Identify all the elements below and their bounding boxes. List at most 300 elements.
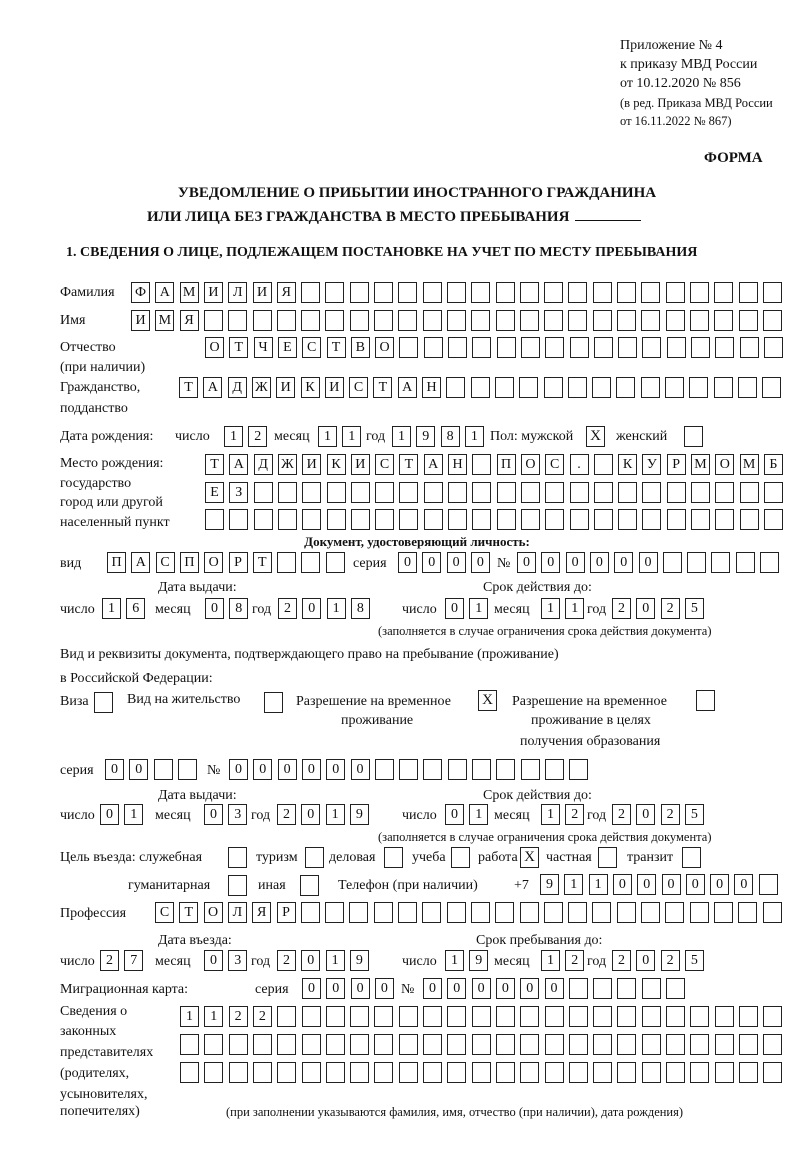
char-cell[interactable]: [351, 509, 370, 530]
char-cell[interactable]: 1: [342, 426, 361, 447]
char-cell[interactable]: [739, 282, 758, 303]
char-cell[interactable]: 9: [350, 804, 369, 825]
char-cell[interactable]: [763, 1062, 782, 1083]
char-cell[interactable]: [764, 337, 783, 358]
char-cell[interactable]: [519, 377, 538, 398]
char-cell[interactable]: [229, 1062, 248, 1083]
char-cell[interactable]: [617, 1034, 636, 1055]
char-cell[interactable]: 0: [398, 552, 417, 573]
char-cell[interactable]: [496, 282, 515, 303]
char-cell[interactable]: [399, 1062, 418, 1083]
char-cell[interactable]: [496, 310, 515, 331]
char-cell[interactable]: 1: [180, 1006, 199, 1027]
char-cell[interactable]: [471, 902, 490, 923]
char-cell[interactable]: [424, 482, 443, 503]
char-cell[interactable]: [570, 482, 589, 503]
char-cell[interactable]: 0: [100, 804, 119, 825]
char-cell[interactable]: [690, 1062, 709, 1083]
char-cell[interactable]: [715, 509, 734, 530]
char-cell[interactable]: [642, 978, 661, 999]
char-cell[interactable]: [642, 337, 661, 358]
char-cell[interactable]: 0: [472, 978, 491, 999]
char-cell[interactable]: [545, 1062, 564, 1083]
char-cell[interactable]: 0: [204, 950, 223, 971]
char-cell[interactable]: 0: [422, 552, 441, 573]
char-cell[interactable]: [617, 310, 636, 331]
char-cell[interactable]: 1: [541, 598, 560, 619]
char-cell[interactable]: [642, 1006, 661, 1027]
char-cell[interactable]: О: [204, 552, 223, 573]
char-cell[interactable]: [617, 1006, 636, 1027]
char-cell[interactable]: [496, 1062, 515, 1083]
char-cell[interactable]: 0: [205, 598, 224, 619]
char-cell[interactable]: [687, 552, 706, 573]
char-cell[interactable]: [594, 509, 613, 530]
char-cell[interactable]: [690, 1034, 709, 1055]
char-cell[interactable]: [593, 1006, 612, 1027]
char-cell[interactable]: 2: [248, 426, 267, 447]
char-cell[interactable]: [277, 1006, 296, 1027]
char-cell[interactable]: Д: [254, 454, 273, 475]
char-cell[interactable]: 9: [350, 950, 369, 971]
char-cell[interactable]: 0: [129, 759, 148, 780]
char-cell[interactable]: [690, 1006, 709, 1027]
char-cell[interactable]: [738, 902, 757, 923]
char-cell[interactable]: 0: [301, 804, 320, 825]
char-cell[interactable]: 0: [278, 759, 297, 780]
char-cell[interactable]: 0: [351, 978, 370, 999]
char-cell[interactable]: [302, 1034, 321, 1055]
char-cell[interactable]: [762, 377, 781, 398]
char-cell[interactable]: [253, 1062, 272, 1083]
char-cell[interactable]: 5: [685, 598, 704, 619]
char-cell[interactable]: [715, 1062, 734, 1083]
char-cell[interactable]: Я: [180, 310, 199, 331]
char-cell[interactable]: [711, 552, 730, 573]
char-cell[interactable]: [715, 1034, 734, 1055]
char-cell[interactable]: Ж: [252, 377, 271, 398]
char-cell[interactable]: 0: [423, 978, 442, 999]
char-cell[interactable]: [714, 310, 733, 331]
char-cell[interactable]: [544, 310, 563, 331]
char-cell[interactable]: [423, 1034, 442, 1055]
char-cell[interactable]: [593, 310, 612, 331]
char-cell[interactable]: [399, 509, 418, 530]
char-cell[interactable]: [374, 310, 393, 331]
char-cell[interactable]: 2: [612, 598, 631, 619]
char-cell[interactable]: [423, 1062, 442, 1083]
char-cell[interactable]: 6: [126, 598, 145, 619]
char-cell[interactable]: [448, 759, 467, 780]
visa-checkbox[interactable]: [94, 692, 113, 713]
char-cell[interactable]: 0: [637, 874, 656, 895]
char-cell[interactable]: [204, 1062, 223, 1083]
char-cell[interactable]: [375, 509, 394, 530]
char-cell[interactable]: [593, 282, 612, 303]
char-cell[interactable]: [641, 282, 660, 303]
char-cell[interactable]: [689, 377, 708, 398]
char-cell[interactable]: [350, 1006, 369, 1027]
char-cell[interactable]: [447, 310, 466, 331]
char-cell[interactable]: 2: [100, 950, 119, 971]
char-cell[interactable]: [375, 482, 394, 503]
char-cell[interactable]: [568, 377, 587, 398]
char-cell[interactable]: [594, 482, 613, 503]
char-cell[interactable]: [228, 310, 247, 331]
char-cell[interactable]: С: [349, 377, 368, 398]
char-cell[interactable]: [374, 282, 393, 303]
char-cell[interactable]: [496, 1006, 515, 1027]
char-cell[interactable]: 0: [614, 552, 633, 573]
char-cell[interactable]: [666, 310, 685, 331]
char-cell[interactable]: 0: [639, 552, 658, 573]
char-cell[interactable]: 8: [441, 426, 460, 447]
char-cell[interactable]: [277, 1062, 296, 1083]
char-cell[interactable]: 2: [277, 804, 296, 825]
char-cell[interactable]: 7: [124, 950, 143, 971]
char-cell[interactable]: 0: [520, 978, 539, 999]
char-cell[interactable]: 3: [228, 804, 247, 825]
char-cell[interactable]: 0: [301, 950, 320, 971]
char-cell[interactable]: [663, 552, 682, 573]
char-cell[interactable]: 0: [686, 874, 705, 895]
char-cell[interactable]: Н: [422, 377, 441, 398]
char-cell[interactable]: [496, 1034, 515, 1055]
char-cell[interactable]: [715, 337, 734, 358]
char-cell[interactable]: [495, 377, 514, 398]
char-cell[interactable]: [399, 1034, 418, 1055]
char-cell[interactable]: 1: [445, 950, 464, 971]
char-cell[interactable]: [641, 310, 660, 331]
char-cell[interactable]: Т: [205, 454, 224, 475]
char-cell[interactable]: 9: [540, 874, 559, 895]
char-cell[interactable]: [327, 509, 346, 530]
char-cell[interactable]: [326, 1062, 345, 1083]
char-cell[interactable]: [715, 1006, 734, 1027]
char-cell[interactable]: [666, 978, 685, 999]
char-cell[interactable]: 1: [589, 874, 608, 895]
char-cell[interactable]: Т: [399, 454, 418, 475]
char-cell[interactable]: [763, 310, 782, 331]
char-cell[interactable]: [325, 902, 344, 923]
char-cell[interactable]: [763, 1006, 782, 1027]
char-cell[interactable]: Д: [228, 377, 247, 398]
char-cell[interactable]: [617, 902, 636, 923]
char-cell[interactable]: .: [570, 454, 589, 475]
char-cell[interactable]: [350, 310, 369, 331]
char-cell[interactable]: О: [204, 902, 223, 923]
char-cell[interactable]: [738, 377, 757, 398]
char-cell[interactable]: [642, 509, 661, 530]
char-cell[interactable]: [641, 902, 660, 923]
char-cell[interactable]: [471, 377, 490, 398]
char-cell[interactable]: У: [642, 454, 661, 475]
char-cell[interactable]: [374, 902, 393, 923]
char-cell[interactable]: 1: [564, 874, 583, 895]
char-cell[interactable]: [521, 759, 540, 780]
char-cell[interactable]: И: [131, 310, 150, 331]
char-cell[interactable]: 1: [469, 598, 488, 619]
char-cell[interactable]: [423, 282, 442, 303]
char-cell[interactable]: 8: [229, 598, 248, 619]
char-cell[interactable]: 1: [204, 1006, 223, 1027]
char-cell[interactable]: 1: [318, 426, 337, 447]
char-cell[interactable]: [302, 1006, 321, 1027]
char-cell[interactable]: [447, 282, 466, 303]
char-cell[interactable]: [423, 310, 442, 331]
char-cell[interactable]: 0: [517, 552, 536, 573]
char-cell[interactable]: [423, 1006, 442, 1027]
char-cell[interactable]: [616, 377, 635, 398]
char-cell[interactable]: [764, 482, 783, 503]
purpose-study-checkbox[interactable]: [451, 847, 470, 868]
char-cell[interactable]: 1: [565, 598, 584, 619]
char-cell[interactable]: [496, 759, 515, 780]
char-cell[interactable]: 0: [662, 874, 681, 895]
char-cell[interactable]: З: [229, 482, 248, 503]
char-cell[interactable]: [739, 1034, 758, 1055]
char-cell[interactable]: [302, 482, 321, 503]
char-cell[interactable]: [253, 310, 272, 331]
purpose-work-checkbox[interactable]: X: [520, 847, 539, 868]
char-cell[interactable]: [667, 482, 686, 503]
char-cell[interactable]: П: [497, 454, 516, 475]
char-cell[interactable]: 2: [253, 1006, 272, 1027]
purpose-humanitarian-checkbox[interactable]: [228, 875, 247, 896]
char-cell[interactable]: И: [276, 377, 295, 398]
char-cell[interactable]: [641, 377, 660, 398]
char-cell[interactable]: 1: [102, 598, 121, 619]
char-cell[interactable]: 1: [326, 804, 345, 825]
char-cell[interactable]: Ж: [278, 454, 297, 475]
char-cell[interactable]: [690, 902, 709, 923]
char-cell[interactable]: [349, 902, 368, 923]
char-cell[interactable]: 0: [105, 759, 124, 780]
char-cell[interactable]: 0: [636, 804, 655, 825]
char-cell[interactable]: 0: [447, 552, 466, 573]
char-cell[interactable]: И: [351, 454, 370, 475]
char-cell[interactable]: А: [203, 377, 222, 398]
char-cell[interactable]: [691, 509, 710, 530]
char-cell[interactable]: [666, 1006, 685, 1027]
char-cell[interactable]: Ф: [131, 282, 150, 303]
char-cell[interactable]: [399, 482, 418, 503]
char-cell[interactable]: [351, 482, 370, 503]
char-cell[interactable]: 2: [661, 804, 680, 825]
char-cell[interactable]: П: [107, 552, 126, 573]
char-cell[interactable]: Р: [667, 454, 686, 475]
purpose-private-checkbox[interactable]: [598, 847, 617, 868]
char-cell[interactable]: [178, 759, 197, 780]
char-cell[interactable]: 1: [541, 804, 560, 825]
char-cell[interactable]: 0: [375, 978, 394, 999]
char-cell[interactable]: Т: [179, 902, 198, 923]
char-cell[interactable]: Р: [229, 552, 248, 573]
char-cell[interactable]: 5: [685, 950, 704, 971]
purpose-service-checkbox[interactable]: [228, 847, 247, 868]
char-cell[interactable]: О: [521, 454, 540, 475]
char-cell[interactable]: А: [398, 377, 417, 398]
char-cell[interactable]: [714, 902, 733, 923]
char-cell[interactable]: Я: [252, 902, 271, 923]
char-cell[interactable]: [472, 454, 491, 475]
char-cell[interactable]: [448, 337, 467, 358]
char-cell[interactable]: [399, 1006, 418, 1027]
char-cell[interactable]: 0: [545, 978, 564, 999]
char-cell[interactable]: [667, 509, 686, 530]
char-cell[interactable]: [399, 337, 418, 358]
char-cell[interactable]: А: [424, 454, 443, 475]
char-cell[interactable]: 0: [471, 552, 490, 573]
residence-permit-checkbox[interactable]: [264, 692, 283, 713]
char-cell[interactable]: [520, 1006, 539, 1027]
char-cell[interactable]: [326, 1034, 345, 1055]
char-cell[interactable]: [568, 310, 587, 331]
sex-female-checkbox[interactable]: [684, 426, 703, 447]
char-cell[interactable]: 0: [613, 874, 632, 895]
char-cell[interactable]: [350, 1062, 369, 1083]
char-cell[interactable]: [667, 337, 686, 358]
char-cell[interactable]: [618, 337, 637, 358]
char-cell[interactable]: [642, 482, 661, 503]
char-cell[interactable]: [229, 1034, 248, 1055]
char-cell[interactable]: Т: [253, 552, 272, 573]
char-cell[interactable]: 0: [496, 978, 515, 999]
char-cell[interactable]: [740, 482, 759, 503]
char-cell[interactable]: [399, 759, 418, 780]
char-cell[interactable]: [545, 509, 564, 530]
char-cell[interactable]: [570, 509, 589, 530]
char-cell[interactable]: О: [375, 337, 394, 358]
char-cell[interactable]: С: [302, 337, 321, 358]
sex-male-checkbox[interactable]: X: [586, 426, 605, 447]
char-cell[interactable]: 0: [326, 978, 345, 999]
char-cell[interactable]: [301, 902, 320, 923]
char-cell[interactable]: [618, 509, 637, 530]
char-cell[interactable]: [447, 1062, 466, 1083]
char-cell[interactable]: [253, 1034, 272, 1055]
char-cell[interactable]: Е: [278, 337, 297, 358]
char-cell[interactable]: 0: [636, 598, 655, 619]
char-cell[interactable]: [593, 1062, 612, 1083]
char-cell[interactable]: [447, 1006, 466, 1027]
purpose-business-checkbox[interactable]: [384, 847, 403, 868]
char-cell[interactable]: [471, 282, 490, 303]
char-cell[interactable]: [759, 874, 778, 895]
char-cell[interactable]: [472, 337, 491, 358]
char-cell[interactable]: 0: [302, 978, 321, 999]
char-cell[interactable]: 0: [566, 552, 585, 573]
char-cell[interactable]: [325, 310, 344, 331]
char-cell[interactable]: [592, 902, 611, 923]
char-cell[interactable]: [739, 310, 758, 331]
char-cell[interactable]: 9: [469, 950, 488, 971]
char-cell[interactable]: [325, 282, 344, 303]
char-cell[interactable]: [666, 1062, 685, 1083]
char-cell[interactable]: [666, 1034, 685, 1055]
char-cell[interactable]: [642, 1062, 661, 1083]
char-cell[interactable]: 2: [612, 804, 631, 825]
char-cell[interactable]: [326, 1006, 345, 1027]
char-cell[interactable]: [569, 1006, 588, 1027]
char-cell[interactable]: 8: [351, 598, 370, 619]
char-cell[interactable]: [497, 509, 516, 530]
char-cell[interactable]: [277, 1034, 296, 1055]
char-cell[interactable]: [521, 337, 540, 358]
char-cell[interactable]: [520, 1062, 539, 1083]
char-cell[interactable]: [205, 509, 224, 530]
char-cell[interactable]: С: [545, 454, 564, 475]
char-cell[interactable]: [740, 337, 759, 358]
char-cell[interactable]: [204, 310, 223, 331]
char-cell[interactable]: [422, 902, 441, 923]
char-cell[interactable]: И: [253, 282, 272, 303]
char-cell[interactable]: Л: [228, 902, 247, 923]
char-cell[interactable]: [690, 282, 709, 303]
char-cell[interactable]: [472, 759, 491, 780]
char-cell[interactable]: [448, 509, 467, 530]
char-cell[interactable]: [471, 310, 490, 331]
char-cell[interactable]: [691, 337, 710, 358]
char-cell[interactable]: [739, 1062, 758, 1083]
char-cell[interactable]: Т: [229, 337, 248, 358]
char-cell[interactable]: [544, 377, 563, 398]
char-cell[interactable]: [594, 337, 613, 358]
char-cell[interactable]: [301, 552, 320, 573]
char-cell[interactable]: [472, 1034, 491, 1055]
char-cell[interactable]: 0: [326, 759, 345, 780]
char-cell[interactable]: К: [327, 454, 346, 475]
char-cell[interactable]: [545, 337, 564, 358]
char-cell[interactable]: [472, 1062, 491, 1083]
char-cell[interactable]: М: [740, 454, 759, 475]
char-cell[interactable]: 1: [469, 804, 488, 825]
char-cell[interactable]: И: [302, 454, 321, 475]
char-cell[interactable]: [302, 509, 321, 530]
char-cell[interactable]: 9: [416, 426, 435, 447]
char-cell[interactable]: Я: [277, 282, 296, 303]
purpose-transit-checkbox[interactable]: [682, 847, 701, 868]
char-cell[interactable]: [424, 337, 443, 358]
char-cell[interactable]: Т: [179, 377, 198, 398]
char-cell[interactable]: 1: [326, 950, 345, 971]
char-cell[interactable]: А: [155, 282, 174, 303]
char-cell[interactable]: 2: [229, 1006, 248, 1027]
char-cell[interactable]: 0: [734, 874, 753, 895]
char-cell[interactable]: Р: [277, 902, 296, 923]
char-cell[interactable]: [569, 1034, 588, 1055]
char-cell[interactable]: [715, 482, 734, 503]
char-cell[interactable]: М: [155, 310, 174, 331]
char-cell[interactable]: 0: [636, 950, 655, 971]
char-cell[interactable]: 2: [565, 804, 584, 825]
char-cell[interactable]: 0: [445, 598, 464, 619]
char-cell[interactable]: 5: [685, 804, 704, 825]
char-cell[interactable]: [763, 282, 782, 303]
char-cell[interactable]: [398, 902, 417, 923]
char-cell[interactable]: [665, 377, 684, 398]
char-cell[interactable]: [736, 552, 755, 573]
temp-permit-checkbox[interactable]: X: [478, 690, 497, 711]
char-cell[interactable]: [592, 377, 611, 398]
char-cell[interactable]: С: [375, 454, 394, 475]
char-cell[interactable]: [180, 1062, 199, 1083]
char-cell[interactable]: П: [180, 552, 199, 573]
char-cell[interactable]: [472, 1006, 491, 1027]
char-cell[interactable]: [521, 482, 540, 503]
char-cell[interactable]: [594, 454, 613, 475]
char-cell[interactable]: [327, 482, 346, 503]
